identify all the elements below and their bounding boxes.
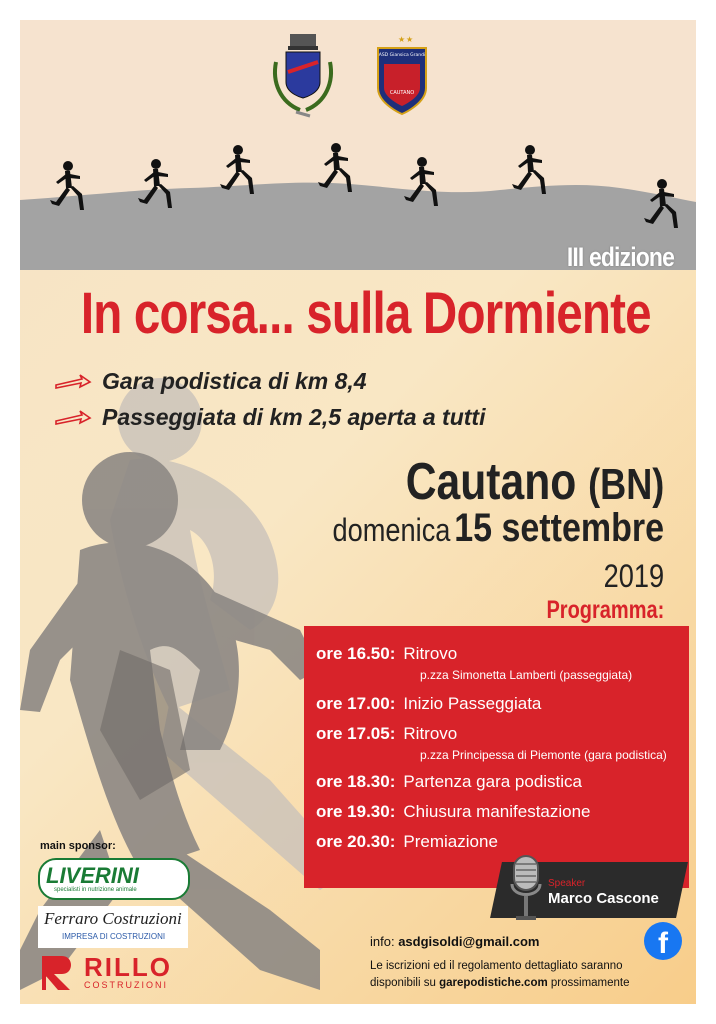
schedule-row: ore 18.30: Partenza gara podistica xyxy=(316,772,583,791)
registration-site-link[interactable]: garepodistiche.com xyxy=(439,977,548,989)
runner-icon xyxy=(138,159,172,208)
runner-icon xyxy=(50,161,84,210)
event-location xyxy=(405,452,664,512)
runner-icon xyxy=(220,145,254,194)
schedule-detail: p.zza Simonetta Lamberti (passeggiata) xyxy=(420,668,633,682)
edition-label: III edizione xyxy=(566,242,674,272)
svg-text:★: ★ xyxy=(398,35,406,44)
header-band xyxy=(20,20,696,270)
contact-info xyxy=(370,934,539,949)
schedule-row: ore 20.30: Premiazione xyxy=(316,832,498,851)
event-date xyxy=(333,506,665,551)
schedule-row: ore 19.30: Chiusura manifestazione xyxy=(316,802,591,821)
feature-race xyxy=(54,368,367,395)
rillo-name: RILLO xyxy=(84,952,172,982)
svg-text:CAUTANO: CAUTANO xyxy=(389,90,415,96)
svg-text:ASD Giansica Grandi: ASD Giansica Grandi xyxy=(378,53,426,58)
province: (BN) xyxy=(587,460,664,509)
runner-icon xyxy=(644,179,678,228)
schedule-detail: p.zza Principessa di Piemonte (gara podistica) xyxy=(420,748,667,762)
liverini-tagline: specialisti in nutrizione animale xyxy=(54,887,137,893)
program-label: Programma: xyxy=(546,596,664,624)
weekday: domenica xyxy=(332,512,451,548)
sponsor-label: main sponsor: xyxy=(40,840,116,852)
event-title: In corsa... sulla Dormiente xyxy=(80,281,651,346)
schedule-row: ore 17.00: Inizio Passeggiata xyxy=(316,694,542,713)
arrow-icon xyxy=(54,409,92,427)
speaker-name: Marco Cascone xyxy=(548,890,659,907)
runner-icon xyxy=(318,143,352,192)
rillo-logo-icon xyxy=(40,954,76,992)
contact-email[interactable]: asdgisoldi@gmail.com xyxy=(398,934,540,949)
info-label: info: xyxy=(370,934,395,949)
runner-icon xyxy=(404,157,438,206)
feature-walk-text: Passeggiata di km 2,5 aperta a tutti xyxy=(102,404,486,430)
registration-note: Le iscrizioni ed il regolamento dettagliato saranno disponibili su garepodistiche.com prossimamente xyxy=(370,960,630,989)
city-name: Cautano xyxy=(405,453,577,511)
program-schedule xyxy=(304,626,689,888)
liverini-name: LIVERINI xyxy=(46,863,139,888)
runner-icon xyxy=(512,145,546,194)
feature-race-text: Gara podistica di km 8,4 xyxy=(102,368,367,394)
speaker-label: Speaker xyxy=(548,878,586,889)
runners-row xyxy=(20,20,696,270)
microphone-icon xyxy=(508,854,544,926)
facebook-icon[interactable]: f xyxy=(644,922,682,960)
day-month: 15 settembre xyxy=(454,506,664,550)
ferraro-name: Ferraro Costruzioni xyxy=(44,909,182,928)
schedule-row: ore 17.05: Ritrovo xyxy=(316,724,458,743)
schedule-row: ore 16.50: Ritrovo xyxy=(316,644,458,663)
rillo-tagline: COSTRUZIONI xyxy=(84,980,168,990)
event-year: 2019 xyxy=(603,558,664,594)
ferraro-tagline: IMPRESA DI COSTRUZIONI xyxy=(62,932,166,941)
feature-walk xyxy=(54,404,485,431)
svg-text:★: ★ xyxy=(406,35,414,44)
arrow-icon xyxy=(54,373,92,391)
event-poster xyxy=(20,20,696,1004)
